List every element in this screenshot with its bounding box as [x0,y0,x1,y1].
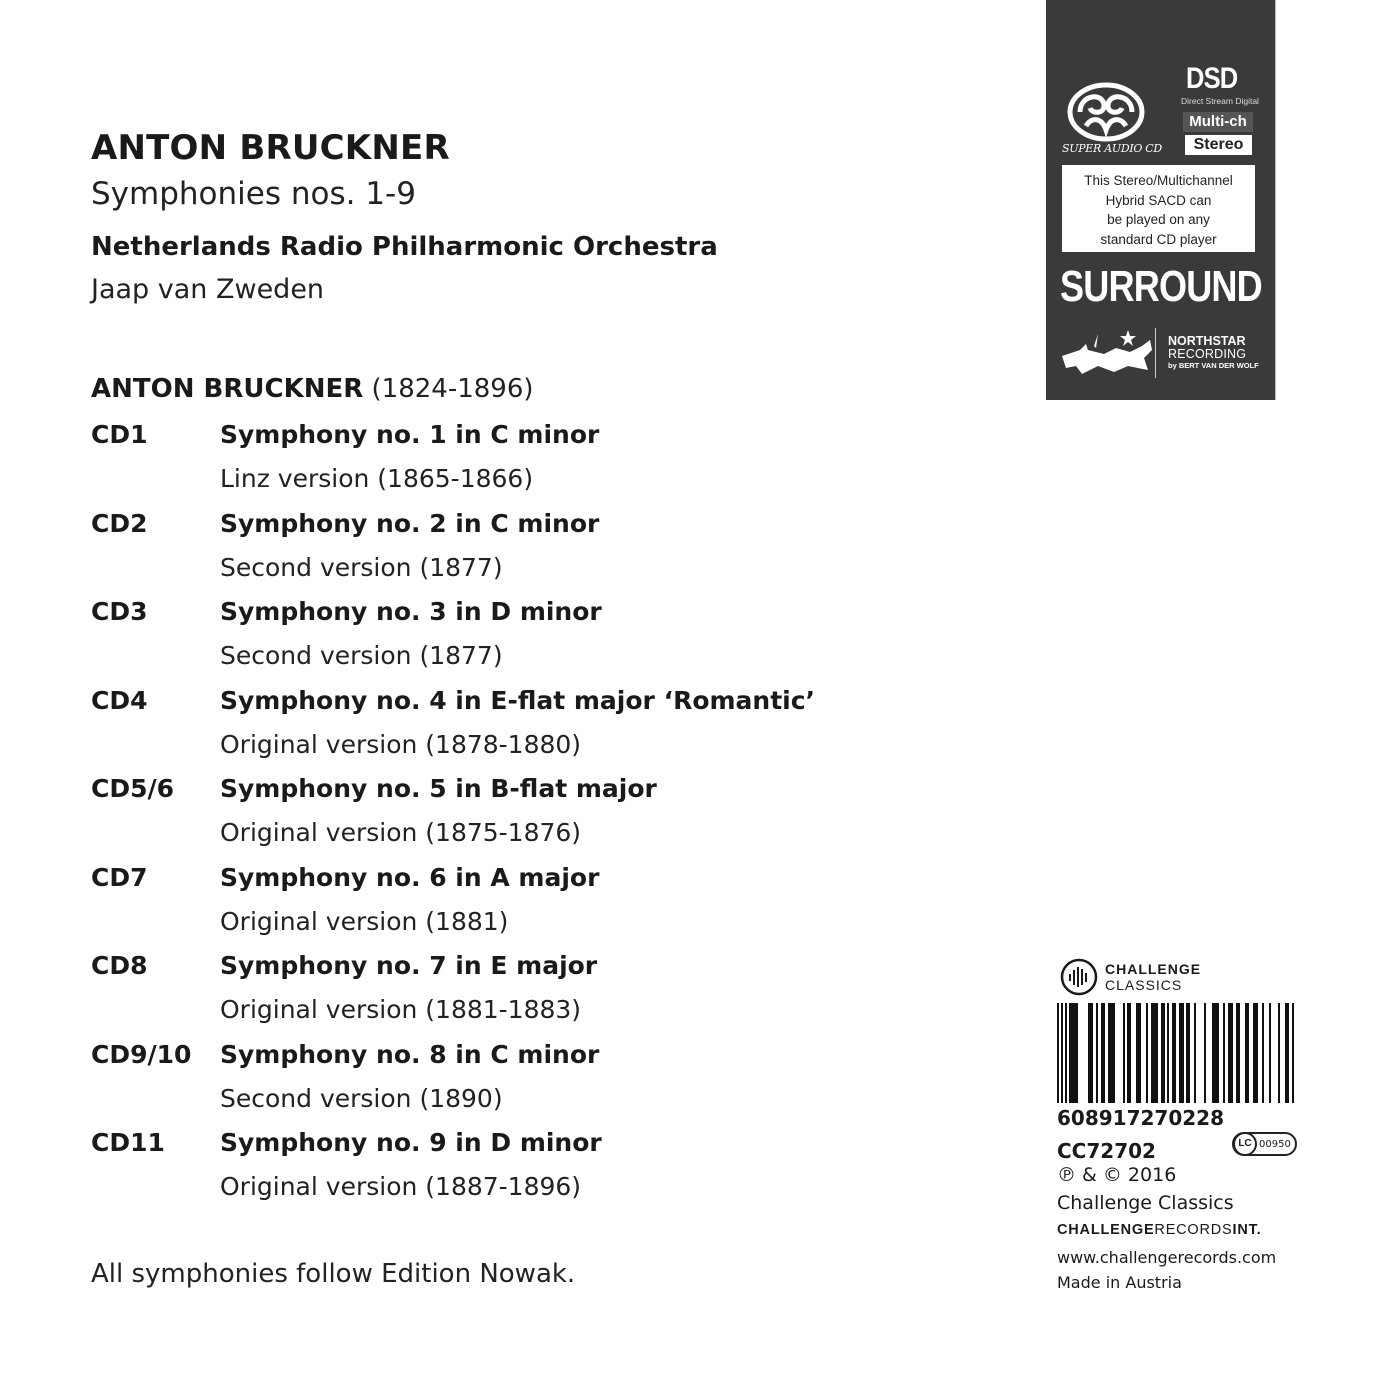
composer-heading [91,374,534,404]
cd-number: CD7 [91,862,148,892]
compat-line: Hybrid SACD can [1105,192,1212,208]
work-title: Symphony no. 3 in D minor [220,597,602,626]
company-light: RECORDS [1154,1222,1233,1238]
work-version: Original version (1887-1896) [220,1172,582,1201]
dsd-subtitle: Direct Stream Digital [1181,96,1259,106]
company-suffix: INT. [1232,1222,1262,1238]
country-of-origin: Made in Austria [1057,1273,1182,1292]
sacd-disc-icon [1066,82,1146,142]
track-item [91,951,991,1040]
cd-number: CD3 [91,597,148,626]
cd-number: CD1 [91,420,148,449]
work-version: Original version (1881-1883) [220,995,582,1024]
track-item [91,597,991,686]
sacd-label: SUPER AUDIO CD [1062,142,1162,155]
northstar-recording: RECORDING [1168,347,1247,361]
work-version: Original version (1878-1880) [220,729,582,759]
track-item [91,774,991,863]
catalog-number: CC72702 [1057,1139,1156,1163]
work-title: Symphony no. 9 in D minor [220,1128,602,1157]
conductor-name: Jaap van Zweden [91,274,325,305]
track-item [91,1128,991,1217]
label-name-light: CLASSICS [1105,977,1183,993]
track-item [91,509,991,598]
copyright-holder: Challenge Classics [1057,1192,1234,1214]
work-title: Symphony no. 2 in C minor [220,508,600,538]
cd-number: CD11 [91,1128,165,1157]
divider [1155,328,1156,378]
challenge-classics-logo-icon [1060,958,1098,996]
composer-dates: (1824-1896) [371,374,534,404]
work-version: Original version (1881) [220,906,509,936]
cd-number: CD8 [91,951,148,980]
track-list [91,420,991,1217]
dsd-logo: DSD [1186,62,1238,95]
northstar-ship-icon [1058,328,1158,378]
barcode [1057,1003,1297,1103]
compat-line: be played on any [1107,212,1210,227]
compat-line: standard CD player [1100,231,1217,247]
composer-name: ANTON BRUCKNER [91,374,364,404]
work-title: Symphony no. 7 in E major [220,951,598,980]
website-link[interactable]: www.challengerecords.com [1057,1248,1277,1267]
compat-line: This Stereo/Multichannel [1084,173,1233,188]
cd-number: CD9/10 [91,1039,192,1069]
work-title: Symphony no. 5 in B-flat major [220,774,657,803]
northstar-name: NORTHSTAR [1168,334,1246,348]
work-title: Symphony no. 4 in E-flat major ‘Romantic’ [220,685,816,715]
stereo-badge: Stereo [1185,135,1252,155]
ean-barcode-number: 608917270228 [1057,1106,1224,1130]
track-item [91,1040,991,1129]
lc-number: 00950 [1259,1138,1291,1150]
label-code-badge [1232,1132,1297,1156]
track-item [91,420,991,509]
multichannel-badge: Multi-ch [1183,112,1253,132]
hybrid-compatibility-notice [1062,165,1255,252]
album-subtitle: Symphonies nos. 1-9 [91,176,416,212]
work-title: Symphony no. 1 in C minor [220,420,600,449]
company-wordmark [1057,1222,1262,1238]
copyright-line: ℗ & © 2016 [1057,1164,1177,1186]
work-version: Second version (1877) [220,641,503,670]
album-composer-title: ANTON BRUCKNER [91,128,450,168]
orchestra-name: Netherlands Radio Philharmonic Orchestra [91,232,718,262]
work-title: Symphony no. 6 in A major [220,862,600,892]
work-version: Linz version (1865-1866) [220,464,534,493]
cd-number: CD5/6 [91,774,175,803]
edition-note: All symphonies follow Edition Nowak. [91,1259,576,1289]
work-version: Original version (1875-1876) [220,818,582,847]
work-version: Second version (1877) [220,552,503,582]
lc-mark-icon: LC [1233,1132,1257,1156]
format-badge-panel [1046,0,1276,400]
label-name-bold: CHALLENGE [1105,961,1202,977]
cd-number: CD2 [91,508,148,538]
work-title: Symphony no. 8 in C minor [220,1039,600,1069]
work-version: Second version (1890) [220,1083,503,1113]
surround-logo: SURROUND [1060,262,1262,311]
company-bold: CHALLENGE [1057,1222,1155,1238]
northstar-credit: by BERT VAN DER WOLF [1168,361,1259,370]
cd-number: CD4 [91,685,148,715]
track-item [91,686,991,775]
track-item [91,863,991,952]
